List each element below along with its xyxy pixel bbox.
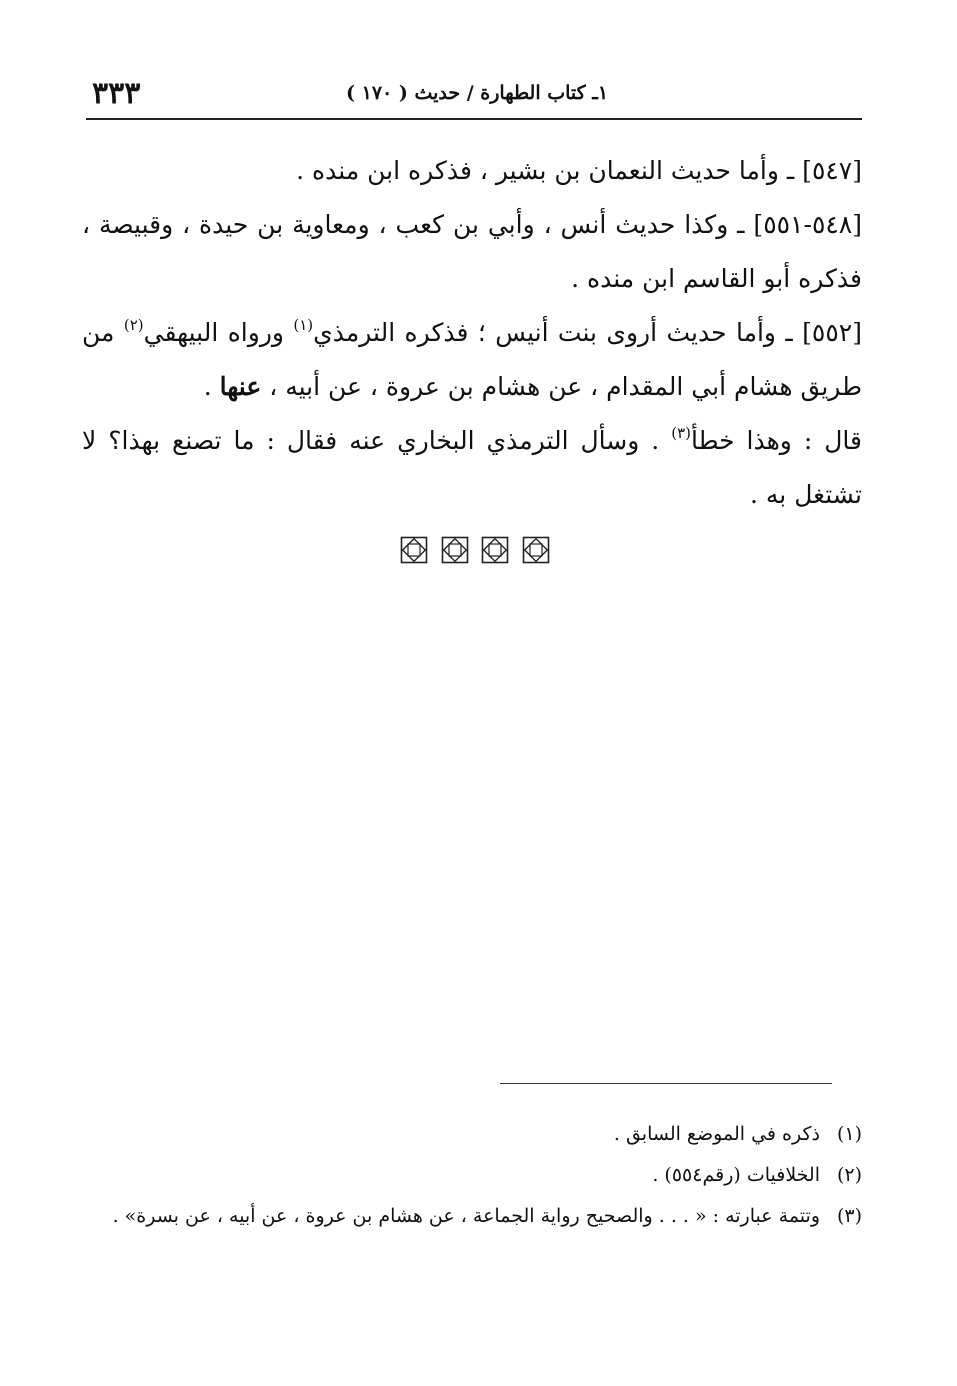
footnotes: [82, 1114, 862, 1237]
main-text: [82, 144, 862, 522]
paragraph-comment: [82, 414, 862, 522]
footnote-item: [82, 1155, 862, 1196]
footnote-number: (١): [836, 1123, 862, 1145]
paragraph-text: .: [203, 372, 220, 401]
knot-ornament-icon: [400, 536, 428, 564]
hadith-ref-number: [٥٤٨-٥٥١]: [753, 210, 862, 239]
footnote-number: (٣): [836, 1205, 862, 1227]
paragraph-548-551: [82, 198, 862, 306]
header-rule: [86, 118, 862, 120]
hadith-ref-number: [٥٥٢]: [802, 318, 862, 347]
paragraph-text: من طريق هشام أبي المقدام ، عن هشام بن عروة ، عن أبيه ،: [82, 318, 862, 401]
section-divider-ornaments: [400, 536, 550, 566]
knot-ornament-icon: [441, 536, 469, 564]
knot-ornament-icon: [522, 536, 550, 564]
footnote-item: [82, 1114, 862, 1155]
knot-ornament-icon: [481, 536, 509, 564]
page-header: [86, 74, 862, 118]
paragraph-text: ـ وأما حديث النعمان بن بشير ، فذكره ابن منده .: [296, 156, 795, 185]
footnote-text: الخلافيات (رقم٥٥٤) .: [652, 1164, 820, 1186]
paragraph-text: قال : وهذا خطأ: [691, 426, 862, 455]
paragraph-text: . وسأل الترمذي البخاري عنه فقال : ما تصنع بهذا؟ لا تشتغل به .: [82, 426, 862, 509]
footnote-text: ذكره في الموضع السابق .: [613, 1123, 820, 1145]
footnote-marker: (١): [293, 316, 314, 334]
hadith-ref-number: [٥٤٧]: [802, 156, 862, 185]
footnote-number: (٢): [836, 1164, 862, 1186]
footnote-marker: (٢): [123, 316, 144, 334]
paragraph-text: ـ وكذا حديث أنس ، وأبي بن كعب ، ومعاوية بن حيدة ، وقبيصة ، فذكره أبو القاسم ابن منده .: [82, 210, 862, 293]
page-number: ٣٣٣: [92, 76, 141, 111]
paragraph-text: ـ وأما حديث أروى بنت أنيس ؛ فذكره الترمذي: [313, 318, 793, 347]
paragraph-552: [82, 306, 862, 414]
paragraph-text: ورواه البيهقي: [143, 318, 294, 347]
footnote-separator: [500, 1083, 832, 1084]
running-title: ١ـ كتاب الطهارة / حديث ( ١٧٠ ): [346, 82, 609, 104]
footnote-text: وتتمة عبارته : « . . . والصحيح رواية الجماعة ، عن هشام بن عروة ، عن أبيه ، عن بسرة» .: [112, 1205, 820, 1227]
footnote-marker: (٣): [671, 424, 691, 442]
bold-word: عنها: [219, 372, 262, 401]
paragraph-547: [82, 144, 862, 198]
footnote-item: [82, 1196, 862, 1237]
